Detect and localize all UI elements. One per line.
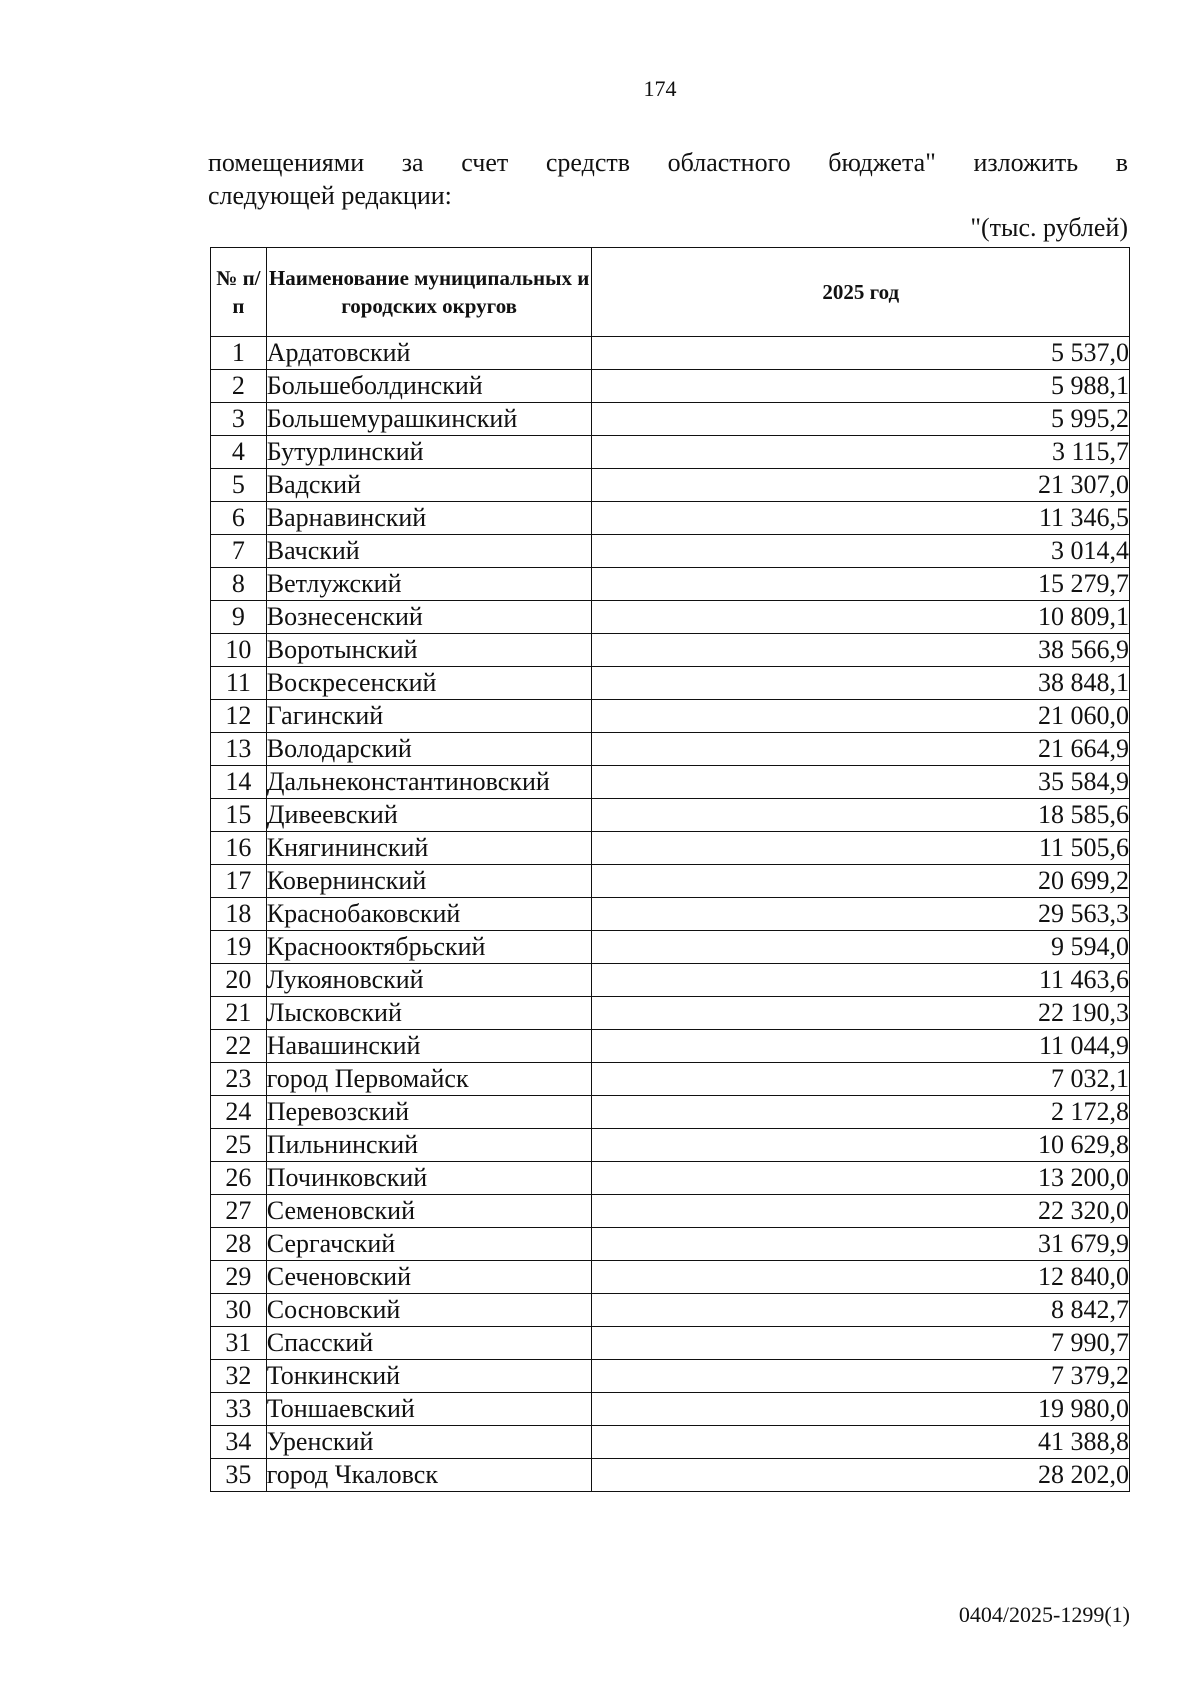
row-value: 12 840,0: [592, 1261, 1130, 1294]
table-row: [211, 370, 1130, 403]
row-name: Тонкинский: [266, 1360, 592, 1393]
row-name: Сосновский: [266, 1294, 592, 1327]
page-number: 174: [643, 76, 677, 101]
row-name: Перевозский: [266, 1096, 592, 1129]
row-number: 15: [211, 799, 267, 832]
row-value: 5 995,2: [592, 403, 1130, 436]
row-value: 22 190,3: [592, 997, 1130, 1030]
table-row: [211, 1063, 1130, 1096]
table-row: [211, 799, 1130, 832]
row-value: 21 060,0: [592, 700, 1130, 733]
row-value: 38 848,1: [592, 667, 1130, 700]
table-header-row: [211, 248, 1130, 337]
row-value: 28 202,0: [592, 1459, 1130, 1492]
table-row: [211, 1162, 1130, 1195]
intro-line-1: [208, 146, 1128, 179]
row-value: 15 279,7: [592, 568, 1130, 601]
table-row: [211, 436, 1130, 469]
row-number: 17: [211, 865, 267, 898]
row-number: 29: [211, 1261, 267, 1294]
row-name: Варнавинский: [266, 502, 592, 535]
row-name: Бутурлинский: [266, 436, 592, 469]
row-number: 28: [211, 1228, 267, 1261]
row-name: Воскресенский: [266, 667, 592, 700]
row-value: 10 629,8: [592, 1129, 1130, 1162]
row-name: Тоншаевский: [266, 1393, 592, 1426]
table-row: [211, 1459, 1130, 1492]
row-name: Большемурашкинский: [266, 403, 592, 436]
row-name: Вачский: [266, 535, 592, 568]
table-row: [211, 1261, 1130, 1294]
row-number: 6: [211, 502, 267, 535]
row-value: 21 664,9: [592, 733, 1130, 766]
intro-word: помещениями: [208, 148, 365, 177]
intro-word: за: [401, 148, 424, 177]
intro-line-2: следующей редакции:: [208, 181, 452, 210]
table-row: [211, 1294, 1130, 1327]
row-value: 2 172,8: [592, 1096, 1130, 1129]
row-value: 11 044,9: [592, 1030, 1130, 1063]
row-name: Навашинский: [266, 1030, 592, 1063]
row-name: Ковернинский: [266, 865, 592, 898]
row-name: Краснооктябрьский: [266, 931, 592, 964]
row-name: Княгининский: [266, 832, 592, 865]
table-row: [211, 1195, 1130, 1228]
row-number: 35: [211, 1459, 267, 1492]
row-value: 20 699,2: [592, 865, 1130, 898]
intro-word: счет: [461, 148, 509, 177]
table-row: [211, 535, 1130, 568]
row-value: 10 809,1: [592, 601, 1130, 634]
intro-word: изложить: [973, 148, 1079, 177]
row-number: 21: [211, 997, 267, 1030]
table-row: [211, 766, 1130, 799]
row-number: 3: [211, 403, 267, 436]
row-name: город Первомайск: [266, 1063, 592, 1096]
row-name: Починковский: [266, 1162, 592, 1195]
row-name: город Чкаловск: [266, 1459, 592, 1492]
row-value: 38 566,9: [592, 634, 1130, 667]
row-number: 8: [211, 568, 267, 601]
row-number: 16: [211, 832, 267, 865]
units-label: "(тыс. рублей): [970, 213, 1128, 242]
table-row: [211, 1030, 1130, 1063]
row-number: 24: [211, 1096, 267, 1129]
row-number: 10: [211, 634, 267, 667]
table-row: [211, 568, 1130, 601]
budget-table: [210, 247, 1130, 1492]
table-row: [211, 997, 1130, 1030]
table-row: [211, 733, 1130, 766]
row-value: 13 200,0: [592, 1162, 1130, 1195]
table-row: [211, 667, 1130, 700]
row-number: 31: [211, 1327, 267, 1360]
row-name: Краснобаковский: [266, 898, 592, 931]
row-value: 31 679,9: [592, 1228, 1130, 1261]
table-row: [211, 1360, 1130, 1393]
row-value: 5 988,1: [592, 370, 1130, 403]
intro-word: бюджета": [828, 148, 936, 177]
row-name: Спасский: [266, 1327, 592, 1360]
row-name: Уренский: [266, 1426, 592, 1459]
row-name: Воротынский: [266, 634, 592, 667]
row-number: 27: [211, 1195, 267, 1228]
row-name: Ветлужский: [266, 568, 592, 601]
row-name: Пильнинский: [266, 1129, 592, 1162]
intro-word: областного: [667, 148, 791, 177]
row-value: 35 584,9: [592, 766, 1130, 799]
intro-word: средств: [545, 148, 631, 177]
row-name: Дивеевский: [266, 799, 592, 832]
row-number: 11: [211, 667, 267, 700]
header-name: Наименование муниципальных и городских округов: [266, 248, 592, 337]
table-row: [211, 1228, 1130, 1261]
row-name: Сеченовский: [266, 1261, 592, 1294]
table-row: [211, 634, 1130, 667]
table-row: [211, 1426, 1130, 1459]
row-number: 34: [211, 1426, 267, 1459]
row-value: 7 032,1: [592, 1063, 1130, 1096]
table-row: [211, 502, 1130, 535]
row-value: 8 842,7: [592, 1294, 1130, 1327]
row-number: 33: [211, 1393, 267, 1426]
header-num: № п/п: [211, 248, 267, 337]
row-number: 32: [211, 1360, 267, 1393]
intro-paragraph: [208, 146, 1128, 212]
row-number: 9: [211, 601, 267, 634]
row-value: 9 594,0: [592, 931, 1130, 964]
row-value: 21 307,0: [592, 469, 1130, 502]
table-row: [211, 898, 1130, 931]
document-code: 0404/2025-1299(1): [958, 1602, 1130, 1627]
table-row: [211, 1096, 1130, 1129]
table-row: [211, 865, 1130, 898]
row-number: 30: [211, 1294, 267, 1327]
row-name: Семеновский: [266, 1195, 592, 1228]
row-value: 11 505,6: [592, 832, 1130, 865]
table-row: [211, 601, 1130, 634]
table-row: [211, 1327, 1130, 1360]
row-name: Лысковский: [266, 997, 592, 1030]
row-value: 7 379,2: [592, 1360, 1130, 1393]
table-row: [211, 964, 1130, 997]
row-name: Сергачский: [266, 1228, 592, 1261]
table-row: [211, 1393, 1130, 1426]
header-year: 2025 год: [592, 248, 1130, 337]
row-name: Дальнеконстантиновский: [266, 766, 592, 799]
row-name: Вознесенский: [266, 601, 592, 634]
row-number: 25: [211, 1129, 267, 1162]
row-number: 19: [211, 931, 267, 964]
row-number: 22: [211, 1030, 267, 1063]
row-name: Вадский: [266, 469, 592, 502]
table-row: [211, 403, 1130, 436]
row-number: 13: [211, 733, 267, 766]
intro-word: в: [1115, 148, 1128, 177]
table-row: [211, 931, 1130, 964]
row-number: 2: [211, 370, 267, 403]
row-value: 22 320,0: [592, 1195, 1130, 1228]
row-number: 23: [211, 1063, 267, 1096]
table-row: [211, 832, 1130, 865]
row-value: 7 990,7: [592, 1327, 1130, 1360]
table-row: [211, 469, 1130, 502]
row-number: 14: [211, 766, 267, 799]
row-number: 7: [211, 535, 267, 568]
row-value: 18 585,6: [592, 799, 1130, 832]
row-name: Володарский: [266, 733, 592, 766]
row-name: Большеболдинский: [266, 370, 592, 403]
row-number: 1: [211, 337, 267, 370]
table-body: [211, 337, 1130, 1492]
row-value: 29 563,3: [592, 898, 1130, 931]
row-name: Гагинский: [266, 700, 592, 733]
row-value: 11 346,5: [592, 502, 1130, 535]
row-value: 41 388,8: [592, 1426, 1130, 1459]
row-number: 4: [211, 436, 267, 469]
row-value: 11 463,6: [592, 964, 1130, 997]
table-row: [211, 700, 1130, 733]
row-number: 18: [211, 898, 267, 931]
row-number: 20: [211, 964, 267, 997]
row-value: 3 014,4: [592, 535, 1130, 568]
row-number: 12: [211, 700, 267, 733]
row-name: Ардатовский: [266, 337, 592, 370]
table-row: [211, 1129, 1130, 1162]
row-value: 19 980,0: [592, 1393, 1130, 1426]
row-value: 3 115,7: [592, 436, 1130, 469]
row-number: 5: [211, 469, 267, 502]
row-number: 26: [211, 1162, 267, 1195]
table-row: [211, 337, 1130, 370]
row-value: 5 537,0: [592, 337, 1130, 370]
row-name: Лукояновский: [266, 964, 592, 997]
